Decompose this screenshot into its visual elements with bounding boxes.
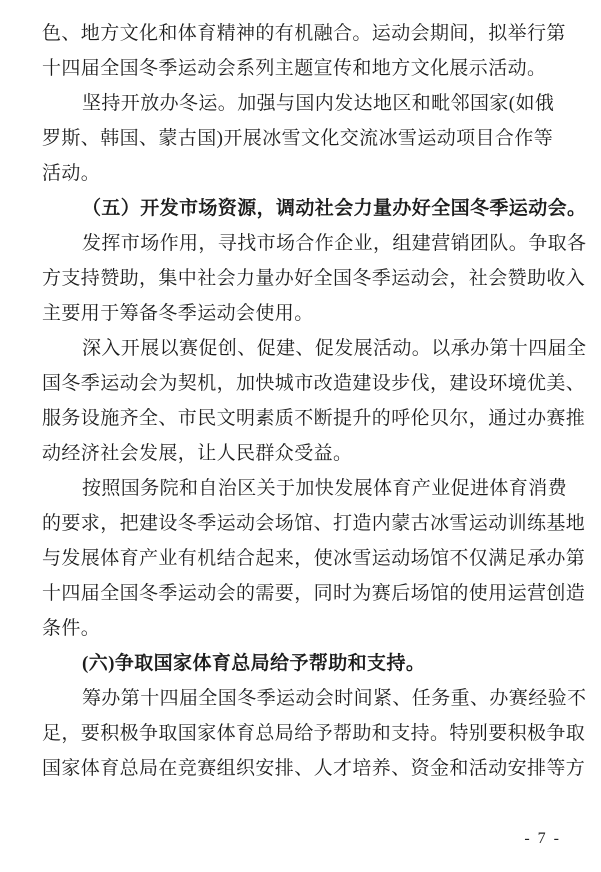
- text-line: 方支持赞助，集中社会力量办好全国冬季运动会，社会赞助收入: [42, 268, 586, 289]
- text-line: 十四届全国冬季运动会系列主题宣传和地方文化展示活动。: [42, 58, 547, 79]
- page-number: - 7 -: [524, 830, 561, 847]
- text-line: 筹办第十四届全国冬季运动会时间紧、任务重、办赛经验不: [82, 688, 587, 709]
- text-line: 深入开展以赛促创、促建、促发展活动。以承办第十四届全: [82, 338, 587, 359]
- text-line: 服务设施齐全、市民文明素质不断提升的呼伦贝尔，通过办赛推: [42, 408, 586, 429]
- text-line: 与发展体育产业有机结合起来，使冰雪运动场馆不仅满足承办第: [42, 548, 586, 569]
- text-line: 活动。: [42, 163, 101, 184]
- section-heading-6: (六)争取国家体育总局给予帮助和支持。: [82, 653, 426, 674]
- text-line: 按照国务院和自治区关于加快发展体育产业促进体育消费: [82, 478, 568, 499]
- document-text-block: [42, 16, 587, 786]
- text-line: 坚持开放办冬运。加强与国内发达地区和毗邻国家(如俄: [82, 93, 555, 114]
- text-line: 动经济社会发展，让人民群众受益。: [42, 443, 353, 464]
- text-line: 条件。: [42, 618, 101, 639]
- text-line: 的要求，把建设冬季运动会场馆、打造内蒙古冰雪运动训练基地: [42, 513, 586, 534]
- text-line: 色、地方文化和体育精神的有机融合。运动会期间，拟举行第: [42, 23, 566, 44]
- section-heading-5: （五）开发市场资源，调动社会力量办好全国冬季运动会。: [82, 198, 587, 219]
- text-line: 发挥市场作用，寻找市场合作企业，组建营销团队。争取各: [82, 233, 587, 254]
- text-line: 主要用于筹备冬季运动会使用。: [42, 303, 314, 324]
- text-line: 罗斯、韩国、蒙古国)开展冰雪文化交流冰雪运动项目合作等: [42, 128, 554, 149]
- text-line: 国冬季运动会为契机，加快城市改造建设步伐，建设环境优美、: [42, 373, 586, 394]
- text-line: 十四届全国冬季运动会的需要，同时为赛后场馆的使用运营创造: [42, 583, 586, 604]
- text-line: 国家体育总局在竞赛组织安排、人才培养、资金和活动安排等方: [42, 758, 586, 779]
- text-line: 足，要积极争取国家体育总局给予帮助和支持。特别要积极争取: [42, 723, 586, 744]
